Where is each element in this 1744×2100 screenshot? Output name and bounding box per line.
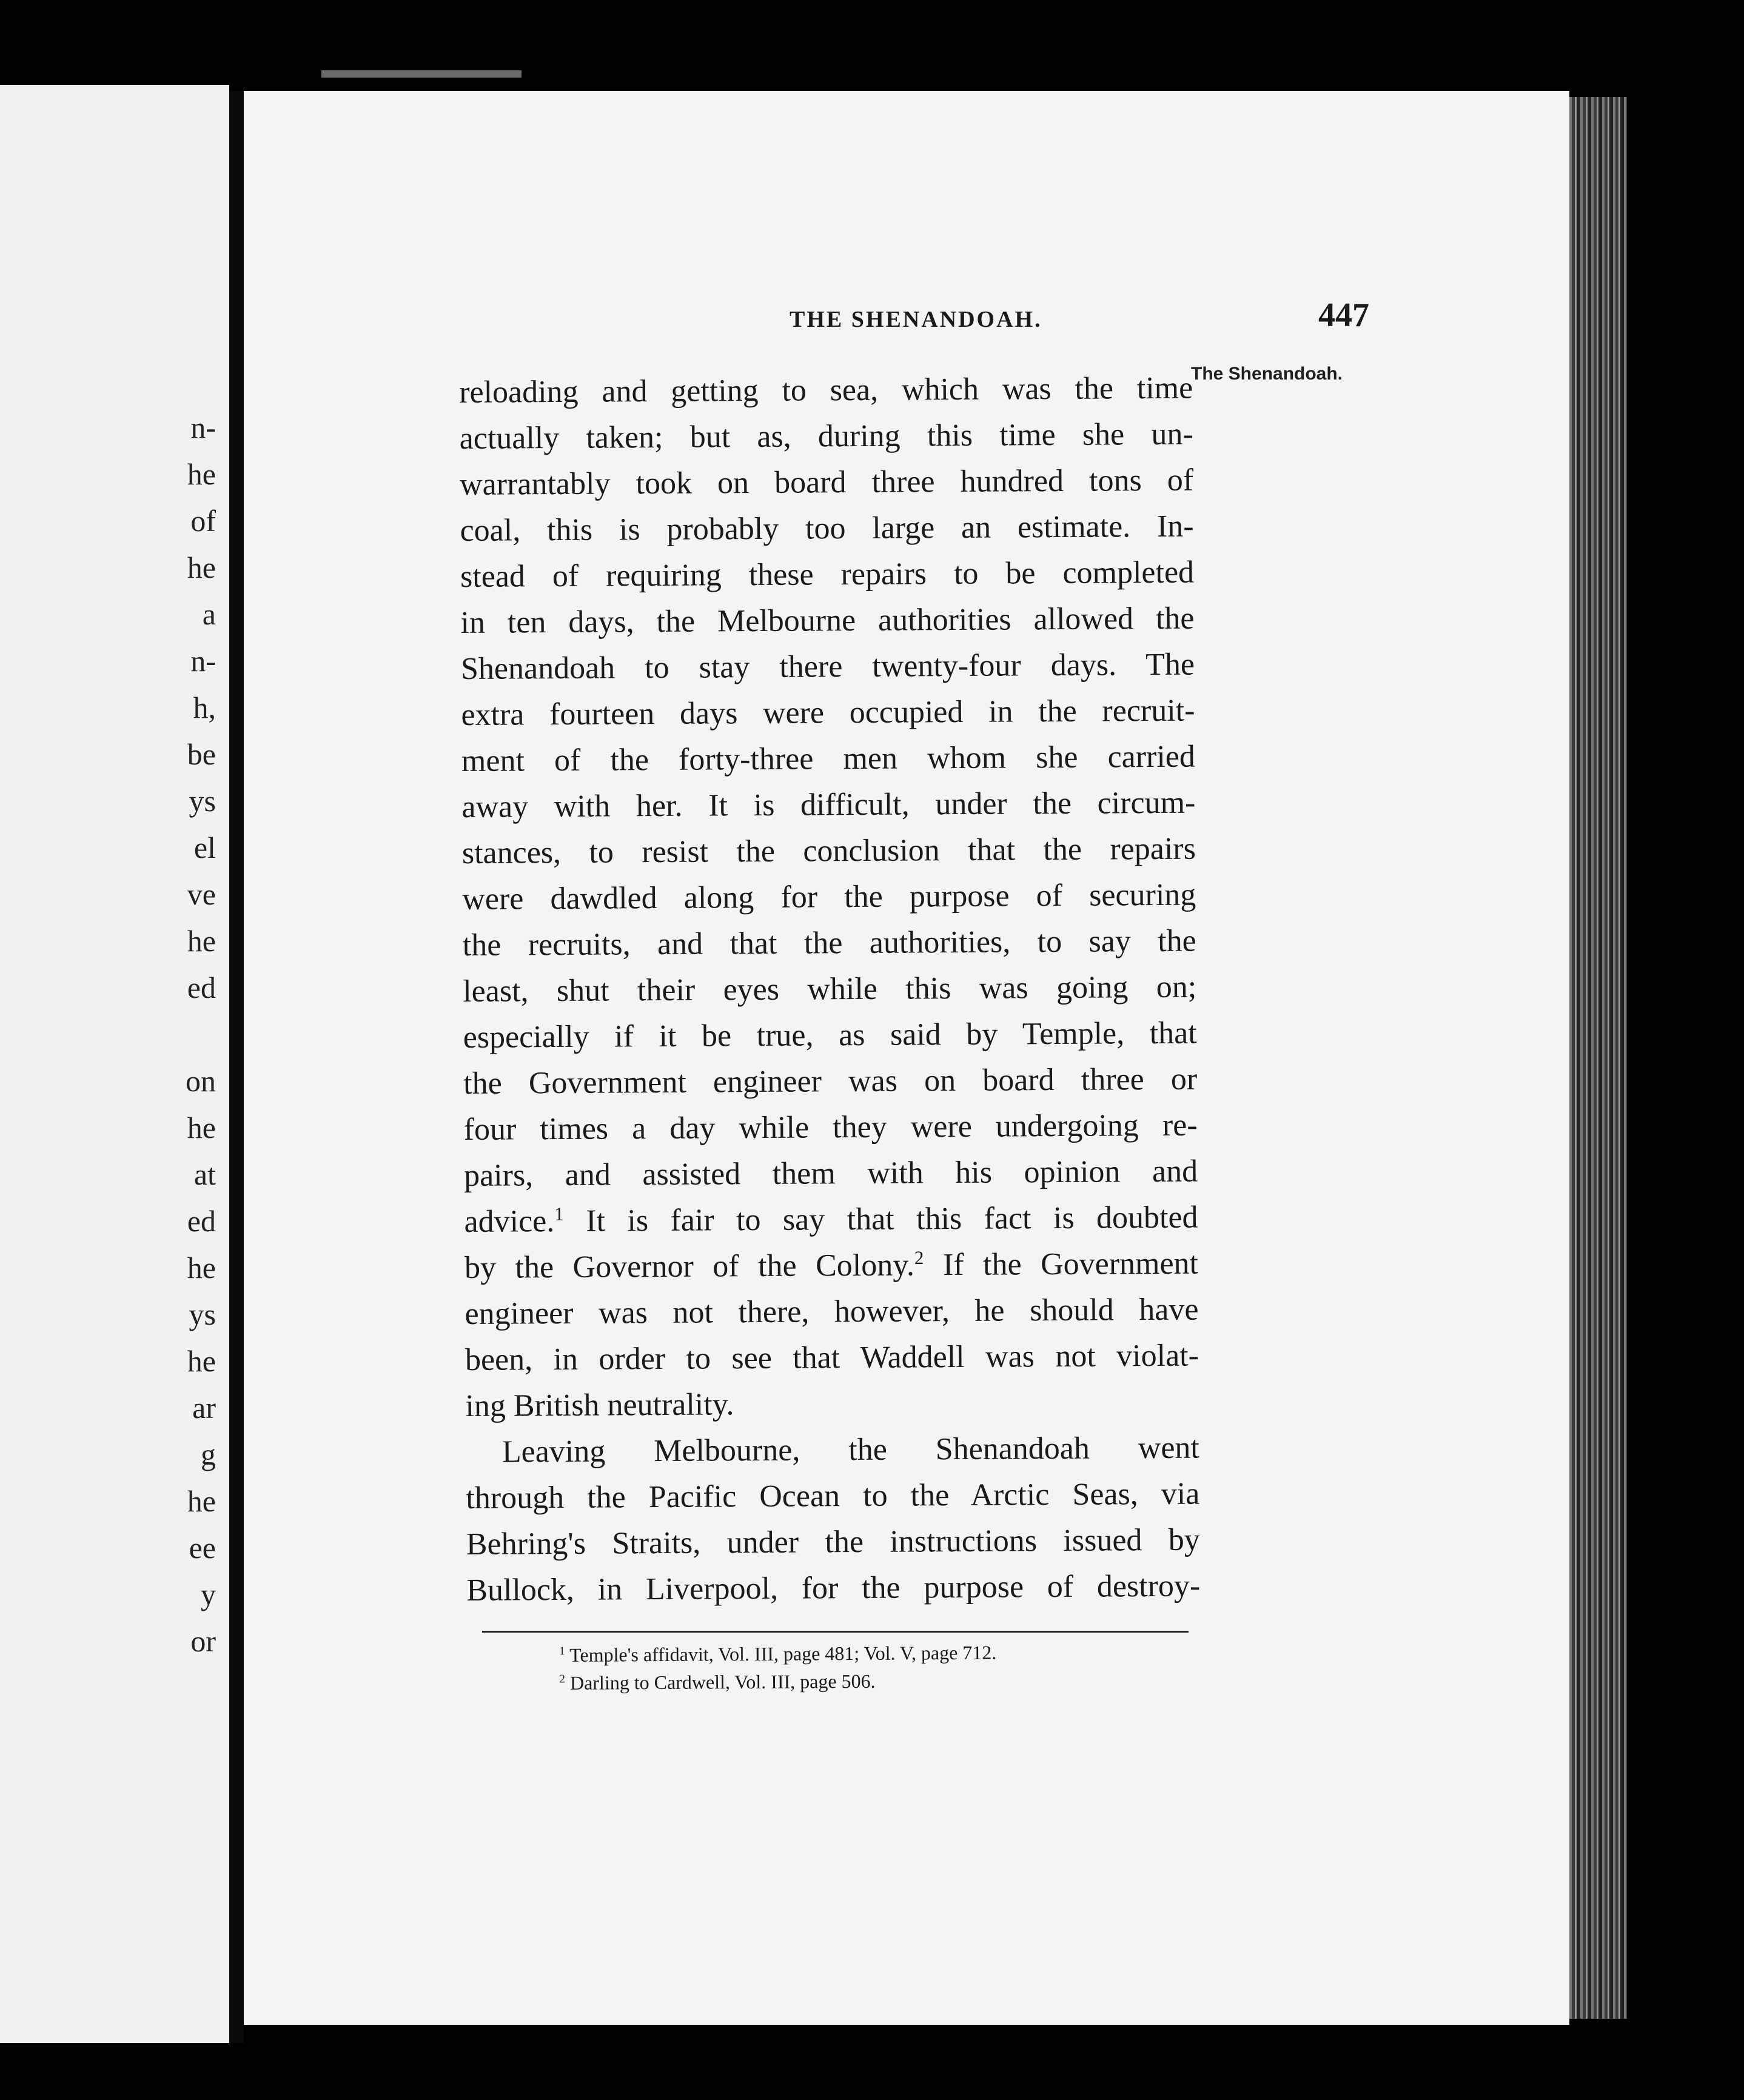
left-line-fragment: ar bbox=[192, 1391, 216, 1425]
left-line-fragment: ve bbox=[187, 877, 216, 911]
left-line-fragment: be bbox=[187, 737, 216, 771]
left-line-fragment: ed bbox=[187, 1204, 216, 1238]
left-line-fragment: ys bbox=[189, 1297, 216, 1331]
left-line-fragment: ys bbox=[189, 784, 216, 818]
footnote-text: Temple's affidavit, Vol. III, page 481; Vol. V, page 712. bbox=[569, 1641, 997, 1666]
text-line: ment of the forty-three men whom she carried bbox=[461, 739, 1196, 778]
text-segment: It is fair to say that this fact is doubted bbox=[563, 1200, 1198, 1239]
right-page bbox=[244, 91, 1569, 2025]
text-line: reloading and getting to sea, which was the time bbox=[459, 370, 1193, 410]
left-line-fragment: h, bbox=[193, 691, 216, 724]
running-head: THE SHENANDOAH. bbox=[790, 307, 1042, 332]
left-line-fragment: ed bbox=[187, 971, 216, 1005]
page-number: 447 bbox=[1318, 296, 1369, 334]
left-line-fragment: of bbox=[190, 504, 216, 538]
footnote-rule bbox=[482, 1631, 1189, 1633]
text-line: Behring's Straits, under the instructions issued by bbox=[466, 1522, 1200, 1562]
left-line-fragment: he bbox=[187, 924, 216, 958]
footnote-1 bbox=[559, 1639, 996, 1669]
body-text bbox=[459, 366, 1201, 1614]
text-segment: by the Governor of the Colony. bbox=[464, 1248, 915, 1285]
text-line: the Government engineer was on board three or bbox=[463, 1062, 1198, 1101]
left-line-fragment: ee bbox=[189, 1531, 216, 1565]
footnote-ref-2: 2 bbox=[914, 1247, 924, 1269]
text-line: away with her. It is difficult, under the circum- bbox=[461, 785, 1196, 824]
left-line-fragment: he bbox=[187, 457, 216, 491]
text-line: Shenandoah to stay there twenty-four days. The bbox=[460, 647, 1195, 686]
left-line-fragment: on bbox=[186, 1064, 216, 1098]
text-line: the recruits, and that the authorities, to say the bbox=[462, 923, 1196, 963]
top-edge-smudge bbox=[321, 70, 522, 78]
text-line: stead of requiring these repairs to be completed bbox=[460, 555, 1195, 594]
left-line-fragment: y bbox=[201, 1577, 216, 1611]
left-line-fragment: el bbox=[193, 831, 216, 864]
text-line: were dawdled along for the purpose of securing bbox=[462, 877, 1196, 917]
text-line: through the Pacific Ocean to the Arctic Seas, via bbox=[466, 1476, 1200, 1516]
text-line: especially if it be true, as said by Temple, that bbox=[463, 1015, 1197, 1055]
left-page-fragment bbox=[0, 85, 229, 2043]
footnotes bbox=[559, 1639, 997, 1697]
footnote-text: Darling to Cardwell, Vol. III, page 506. bbox=[569, 1670, 876, 1694]
text-line: Bullock, in Liverpool, for the purpose of destroy- bbox=[466, 1568, 1201, 1608]
text-line: four times a day while they were undergoing re- bbox=[463, 1108, 1198, 1147]
text-line: stances, to resist the conclusion that the repairs bbox=[461, 831, 1196, 871]
footnote-mark: 2 bbox=[559, 1673, 566, 1686]
text-line: been, in order to see that Waddell was not violat- bbox=[465, 1338, 1199, 1377]
left-line-fragment: he bbox=[187, 1344, 216, 1378]
text-line: extra fourteen days were occupied in the recruit- bbox=[461, 693, 1195, 732]
book-gutter bbox=[229, 91, 244, 2043]
paragraph-end-line: ing British neutrality. bbox=[465, 1387, 734, 1423]
text-line-with-footnote-1 bbox=[464, 1195, 1198, 1245]
left-line-fragment: n- bbox=[190, 644, 216, 678]
margin-sidenote: The Shenandoah. bbox=[1191, 364, 1343, 384]
left-line-fragment: n- bbox=[190, 410, 216, 444]
page-edges bbox=[1569, 97, 1627, 2019]
text-segment: If the Government bbox=[924, 1246, 1199, 1283]
left-line-fragment: or bbox=[190, 1624, 216, 1658]
text-line: in ten days, the Melbourne authorities allowed the bbox=[460, 601, 1195, 640]
text-line: least, shut their eyes while this was going on; bbox=[463, 969, 1197, 1009]
text-line: pairs, and assisted them with his opinion and bbox=[463, 1154, 1198, 1193]
text-line-with-footnote-2 bbox=[465, 1241, 1198, 1291]
text-line: warrantably took on board three hundred tons of bbox=[459, 463, 1194, 502]
left-line-fragment: he bbox=[187, 1111, 216, 1145]
left-line-fragment: a bbox=[202, 597, 216, 631]
left-line-fragment: g bbox=[201, 1437, 216, 1471]
footnote-ref-1: 1 bbox=[554, 1203, 564, 1225]
text-line: coal, this is probably too large an estimate. In- bbox=[460, 509, 1194, 548]
footnote-mark: 1 bbox=[559, 1645, 565, 1658]
text-line: actually taken; but as, during this time she un- bbox=[459, 416, 1193, 456]
text-segment: advice. bbox=[464, 1204, 555, 1239]
left-line-fragment: he bbox=[187, 1251, 216, 1285]
left-line-fragment: he bbox=[187, 1484, 216, 1518]
text-line: engineer was not there, however, he should have bbox=[465, 1292, 1199, 1331]
left-line-fragment: he bbox=[187, 550, 216, 584]
left-line-fragment: at bbox=[193, 1157, 216, 1191]
paragraph-2-first-line: Leaving Melbourne, the Shenandoah went bbox=[501, 1430, 1200, 1470]
footnote-2 bbox=[559, 1667, 996, 1697]
